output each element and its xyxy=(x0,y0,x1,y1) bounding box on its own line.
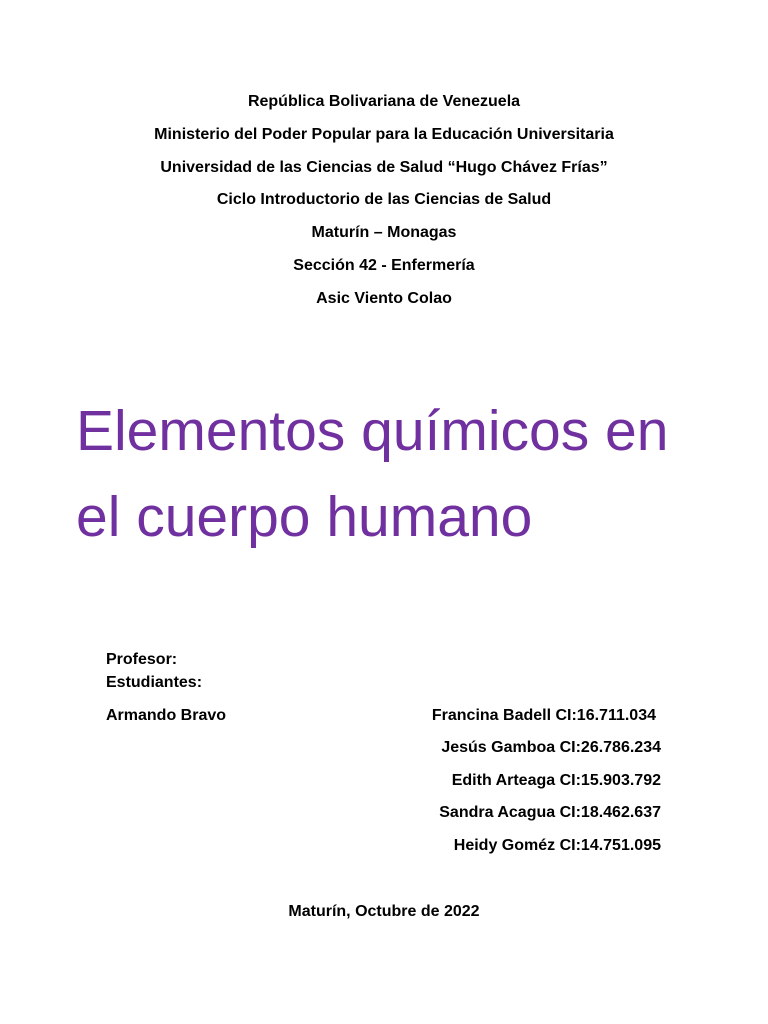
header-line-section: Sección 42 - Enfermería xyxy=(293,257,475,274)
header-line-cycle: Ciclo Introductorio de las Ciencias de Salud xyxy=(216,191,552,208)
place-date-footer: Maturín, Octubre de 2022 xyxy=(288,903,480,920)
student-entry: Sandra Acagua CI:18.462.637 xyxy=(439,804,661,821)
header-line-asic: Asic Viento Colao xyxy=(316,290,452,307)
student-entry: Edith Arteaga CI:15.903.792 xyxy=(451,772,661,789)
student-entry: Francina Badell CI:16.711.034 xyxy=(431,707,656,724)
profesor-name: Armando Bravo xyxy=(106,707,227,724)
header-line-university: Universidad de las Ciencias de Salud “Hugo Chávez Frías” xyxy=(160,159,608,176)
student-entry: Heidy Goméz CI:14.751.095 xyxy=(453,837,661,854)
student-entry: Jesús Gamboa CI:26.786.234 xyxy=(441,739,661,756)
header-line-ministry: Ministerio del Poder Popular para la Educación Universitaria xyxy=(154,126,614,143)
title-line-1: Elementos químicos en xyxy=(76,399,669,463)
header-line-republic: República Bolivariana de Venezuela xyxy=(247,93,521,110)
profesor-label: Profesor: xyxy=(106,651,178,668)
title-line-2: el cuerpo humano xyxy=(76,485,533,549)
estudiantes-label: Estudiantes: xyxy=(106,674,203,691)
header-line-location: Maturín – Monagas xyxy=(311,224,457,241)
